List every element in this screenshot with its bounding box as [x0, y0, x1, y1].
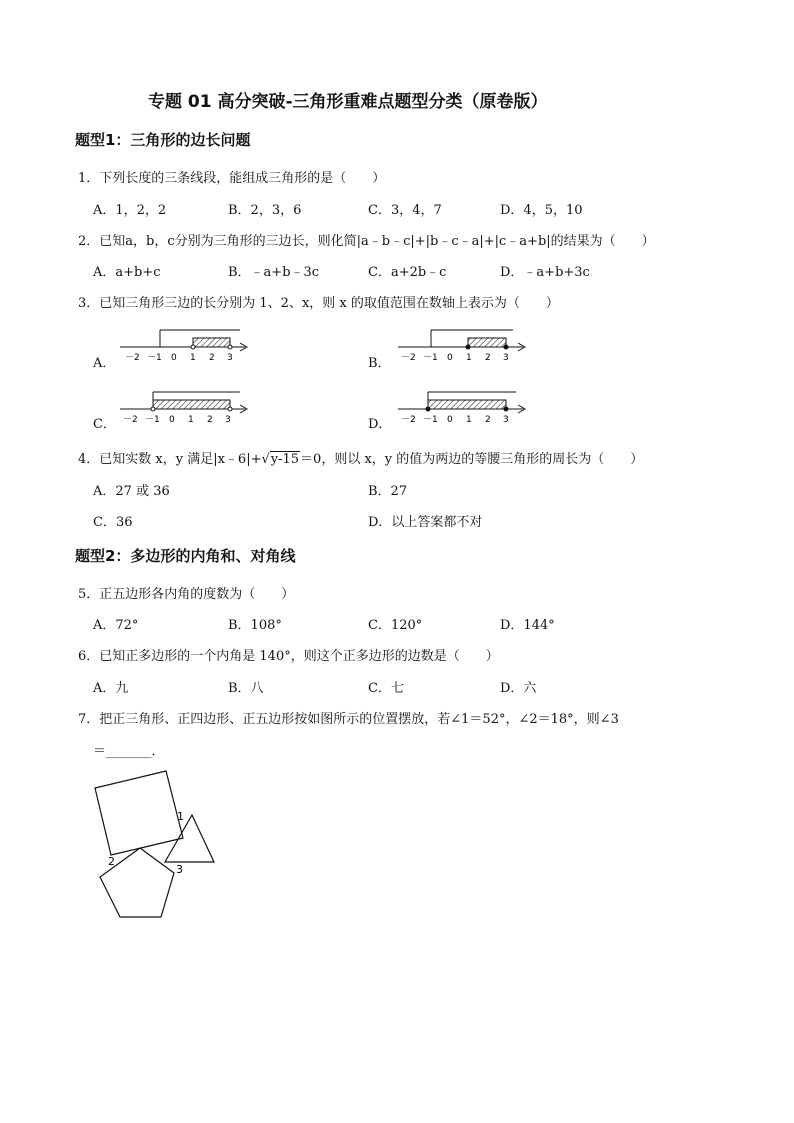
- question-5-option-b: B．108°: [228, 618, 282, 633]
- tick-label: 2: [209, 353, 215, 363]
- tick-label: 0: [447, 415, 453, 425]
- question-1-option-c: C．3，4，7: [368, 203, 442, 218]
- question-4-option-b: B．27: [368, 484, 408, 499]
- question-4-option-d: D．以上答案都不对: [368, 515, 483, 530]
- question-6-stem: 6．已知正多边形的一个内角是 140°，则这个正多边形的边数是（ ）: [78, 649, 499, 664]
- question-3-option-c-label: C．: [93, 417, 116, 432]
- question-4-stem: [78, 448, 643, 467]
- question-6-option-d: D．六: [500, 681, 537, 696]
- tick-label: 1: [466, 415, 472, 425]
- tick-label: 0: [447, 353, 453, 363]
- tick-label: －1: [145, 415, 160, 425]
- tick-label: 3: [227, 353, 233, 363]
- tick-label: －2: [401, 415, 416, 425]
- angle-label-2: 2: [108, 855, 115, 868]
- page-title: 专题 01 高分突破-三角形重难点题型分类（原卷版）: [148, 92, 548, 112]
- question-4-stem-suffix: ＝0，则以 x，y 的值为两边的等腰三角形的周长为（ ）: [300, 452, 644, 467]
- tick-label: 1: [188, 415, 194, 425]
- question-6-option-c: C．七: [368, 681, 404, 696]
- number-line-option-a: [115, 325, 255, 365]
- question-4-stem-prefix: 4．已知实数 x，y 满足|x﹣6|+: [78, 452, 262, 467]
- triangle-shape: [165, 815, 214, 862]
- number-line-option-c: [115, 387, 255, 427]
- question-3-option-b-label: B．: [368, 356, 391, 371]
- question-2-option-a: A．a+b+c: [93, 265, 161, 280]
- tick-label: 2: [485, 353, 491, 363]
- tick-label: －2: [125, 353, 140, 363]
- question-1-option-a: A．1，2，2: [93, 203, 167, 218]
- question-6-option-a: A．九: [93, 681, 129, 696]
- question-5-option-d: D．144°: [500, 618, 555, 633]
- sqrt-sign: √: [261, 452, 270, 467]
- square-shape: [95, 771, 183, 855]
- angle-label-3: 3: [176, 863, 183, 876]
- tick-label: －1: [423, 415, 438, 425]
- section-heading-2: 题型2：多边形的内角和、对角线: [75, 547, 296, 565]
- question-4-option-a: A．27 或 36: [93, 484, 170, 499]
- tick-label: 1: [466, 353, 472, 363]
- tick-label: 0: [171, 353, 177, 363]
- question-1-option-d: D．4，5，10: [500, 203, 583, 218]
- tick-label: －2: [401, 353, 416, 363]
- polygon-figure: [88, 765, 223, 925]
- question-1-option-b: B．2，3，6: [228, 203, 302, 218]
- tick-label: －1: [147, 353, 162, 363]
- question-4-radicand: y-15: [270, 452, 300, 467]
- question-2-stem: 2．已知a，b，c分别为三角形的三边长，则化简|a﹣b﹣c|+|b﹣c﹣a|+|c﹣a+b|的结果为（ ）: [78, 234, 655, 249]
- tick-label: －2: [123, 415, 138, 425]
- number-line-option-b: [393, 325, 533, 365]
- question-7-stem-line1: 7．把正三角形、正四边形、正五边形按如图所示的位置摆放，若∠1＝52°，∠2＝18°，则∠3: [78, 712, 619, 727]
- tick-label: 2: [485, 415, 491, 425]
- question-3-option-a-label: A．: [93, 356, 116, 371]
- angle-label-1: 1: [177, 810, 184, 823]
- question-4-option-c: C．36: [93, 515, 133, 530]
- question-2-option-c: C．a+2b﹣c: [368, 265, 447, 280]
- section-heading-1: 题型1：三角形的边长问题: [75, 131, 251, 149]
- tick-label: 0: [169, 415, 175, 425]
- tick-label: 3: [225, 415, 231, 425]
- question-3-stem: 3．已知三角形三边的长分别为 1、2、x，则 x 的取值范围在数轴上表示为（ ）: [78, 296, 559, 311]
- question-3-option-d-label: D．: [368, 417, 392, 432]
- question-2-option-b: B．﹣a+b﹣3c: [228, 265, 320, 280]
- question-6-option-b: B．八: [228, 681, 264, 696]
- tick-label: 3: [503, 353, 509, 363]
- question-2-option-d: D．﹣a+b+3c: [500, 265, 590, 280]
- tick-label: 2: [207, 415, 213, 425]
- number-line-option-d: [393, 387, 533, 427]
- question-5-option-c: C．120°: [368, 618, 423, 633]
- tick-label: －1: [423, 353, 438, 363]
- question-5-option-a: A．72°: [93, 618, 139, 633]
- tick-label: 1: [190, 353, 196, 363]
- question-7-stem-line2: ＝_______．: [93, 744, 165, 759]
- question-1-stem: 1．下列长度的三条线段，能组成三角形的是（ ）: [78, 171, 386, 186]
- tick-label: 3: [503, 415, 509, 425]
- question-5-stem: 5．正五边形各内角的度数为（ ）: [78, 587, 295, 602]
